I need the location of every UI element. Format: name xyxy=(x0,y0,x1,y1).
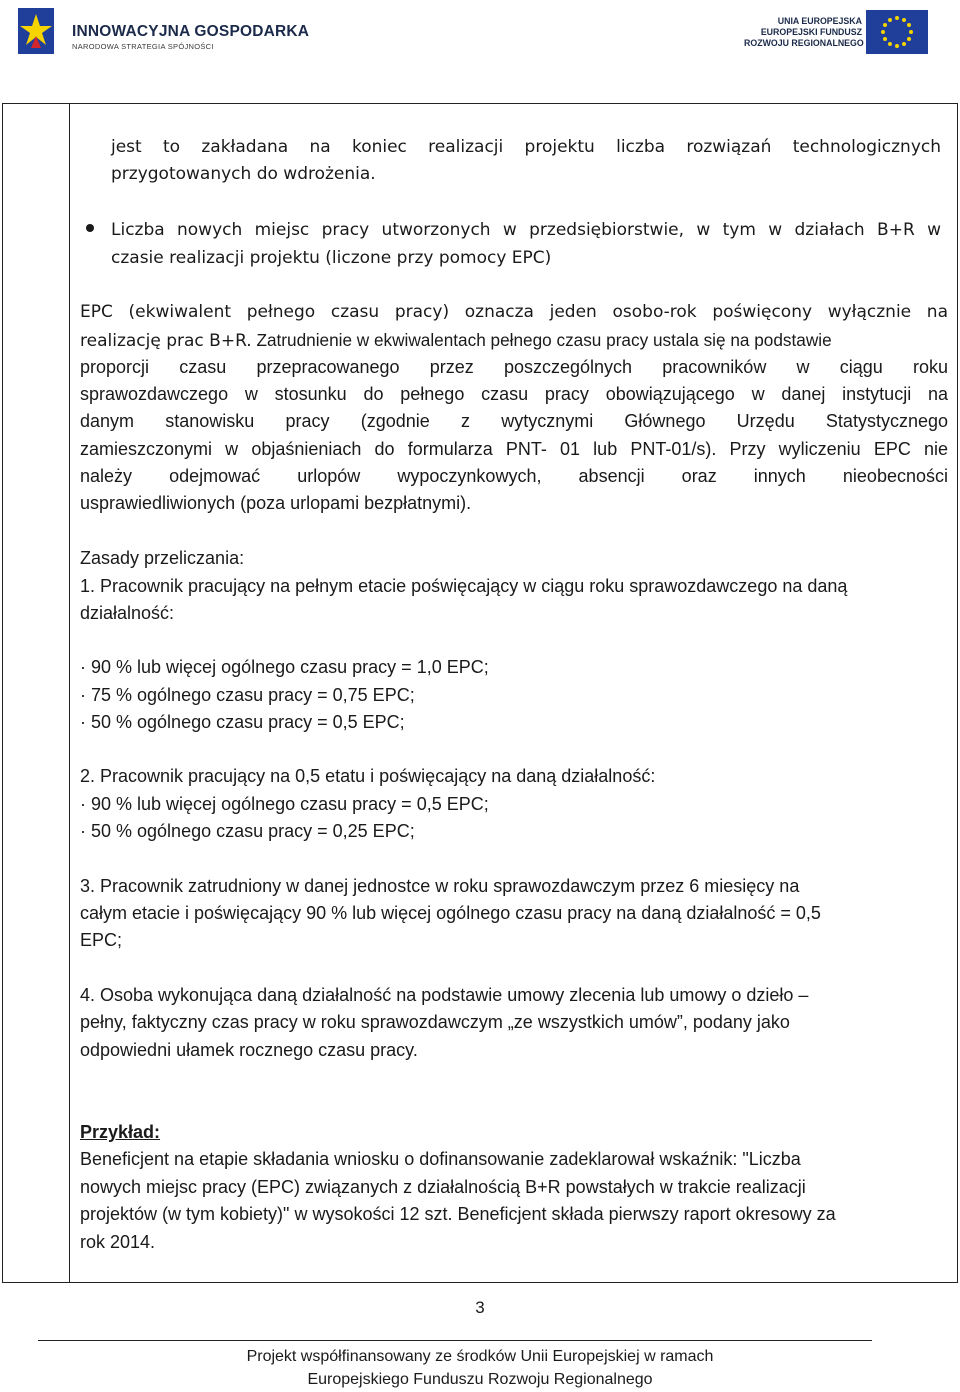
bullet-line-1: Liczba nowych miejsc pracy utworzonych w przedsiębiorstwie, w tym w działach B+R w xyxy=(111,220,941,240)
page-number: 3 xyxy=(475,1298,485,1317)
table-column-divider xyxy=(69,104,70,1282)
rule-1-item: · 50 % ogólnego czasu pracy = 0,5 EPC; xyxy=(80,712,405,732)
rule-2-line-1: 2. Pracownik pracujący na 0,5 etatu i poświęcający na daną działalność: xyxy=(80,766,656,786)
footer-line-1: Projekt współfinansowany ze środków Unii Europejskiej w ramach xyxy=(246,1348,714,1365)
intro-line-1: jest to zakładana na koniec realizacji projektu liczba rozwiązań technologicznych xyxy=(111,137,941,157)
rule-3-line-1: 3. Pracownik zatrudniony w danej jednostce w roku sprawozdawczym przez 6 miesięcy na xyxy=(80,876,800,896)
example-line-2: nowych miejsc pracy (EPC) związanych z działalnością B+R powstałych w trakcie realizacji xyxy=(80,1177,806,1197)
rule-1-item: · 90 % lub więcej ogólnego czasu pracy = 1,0 EPC; xyxy=(80,657,489,677)
bullet-icon xyxy=(86,224,94,232)
rule-4-line-1: 4. Osoba wykonująca daną działalność na podstawie umowy zlecenia lub umowy o dzieło – xyxy=(80,985,809,1005)
eu-logo-line2: EUROPEJSKI FUNDUSZ xyxy=(760,27,862,37)
rule-1-line-2: działalność: xyxy=(80,603,175,623)
epc-line-3: proporcji czasu przepracowanego przez poszczególnych pracowników w ciągu roku xyxy=(80,357,948,377)
rule-1-item: · 75 % ogólnego czasu pracy = 0,75 EPC; xyxy=(80,685,415,705)
example-line-1: Beneficjent na etapie składania wniosku o dofinansowanie zadeklarował wskaźnik: "Liczba xyxy=(80,1149,801,1169)
epc-line-2b: Zatrudnienie w ekwiwalentach pełnego czasu pracy ustala się na podstawie xyxy=(251,330,832,350)
ig-star-emblem-icon xyxy=(14,6,58,56)
epc-line-2 xyxy=(80,327,948,355)
rule-4-line-3: odpowiedni ułamek rocznego czasu pracy. xyxy=(80,1040,418,1060)
rule-3-line-2: całym etacie i poświęcający 90 % lub więcej ogólnego czasu pracy na daną działalność = 0,5 xyxy=(80,903,821,923)
epc-line-4: sprawozdawczego w stosunku do pełnego czasu pracy obowiązującego w danej instytucji na xyxy=(80,384,948,404)
footer-rule xyxy=(38,1340,872,1341)
rule-3-line-3: EPC; xyxy=(80,930,123,950)
epc-line-8: usprawiedliwionych (poza urlopami bezpłatnymi). xyxy=(80,493,472,513)
bullet-line-2: czasie realizacji projektu (liczone przy pomocy EPC) xyxy=(111,248,552,268)
innowacyjna-gospodarka-logo xyxy=(14,6,310,56)
footer-line-2: Europejskiego Funduszu Rozwoju Regionalnego xyxy=(307,1371,653,1388)
example-line-3: projektów (w tym kobiety)" w wysokości 12 szt. Beneficjent składa pierwszy raport okresowy za xyxy=(80,1204,836,1224)
ig-logo-subtitle: NARODOWA STRATEGIA SPÓJNOŚCI xyxy=(72,42,214,51)
epc-line-6: zamieszczonymi w objaśnieniach do formularza PNT- 01 lub PNT-01/s). Przy wyliczeniu EPC nie xyxy=(80,439,948,459)
ig-logo-title: INNOWACYJNA GOSPODARKA xyxy=(72,23,310,40)
eu-logo xyxy=(744,6,930,56)
example-line-4: rok 2014. xyxy=(80,1232,156,1252)
rule-2-item: · 90 % lub więcej ogólnego czasu pracy = 0,5 EPC; xyxy=(80,794,489,814)
eu-flag-icon xyxy=(866,10,928,54)
rule-4-line-2: pełny, faktyczny czas pracy w roku sprawozdawczym „ze wszystkich umów”, podany jako xyxy=(80,1012,790,1032)
example-heading: Przykład: xyxy=(80,1122,161,1142)
eu-logo-line1: UNIA EUROPEJSKA xyxy=(777,16,862,26)
epc-line-7: należy odejmować urlopów wypoczynkowych, absencji oraz innych nieobecności xyxy=(80,466,948,486)
rules-heading: Zasady przeliczania: xyxy=(80,548,245,568)
rule-1-line-1: 1. Pracownik pracujący na pełnym etacie poświęcający w ciągu roku sprawozdawczego na daną xyxy=(80,576,848,596)
rule-2-item: · 50 % ogólnego czasu pracy = 0,25 EPC; xyxy=(80,821,415,841)
intro-line-2: przygotowanych do wdrożenia. xyxy=(111,164,376,184)
epc-line-2a: realizację prac B+R. xyxy=(80,331,252,351)
eu-logo-line3: ROZWOJU REGIONALNEGO xyxy=(744,38,864,48)
epc-line-5: danym stanowisku pracy (zgodnie z wytycznymi Głównego Urzędu Statystycznego xyxy=(80,411,948,431)
epc-line-1: EPC (ekwiwalent pełnego czasu pracy) oznacza jeden osobo-rok poświęcony wyłącznie na xyxy=(80,302,948,322)
